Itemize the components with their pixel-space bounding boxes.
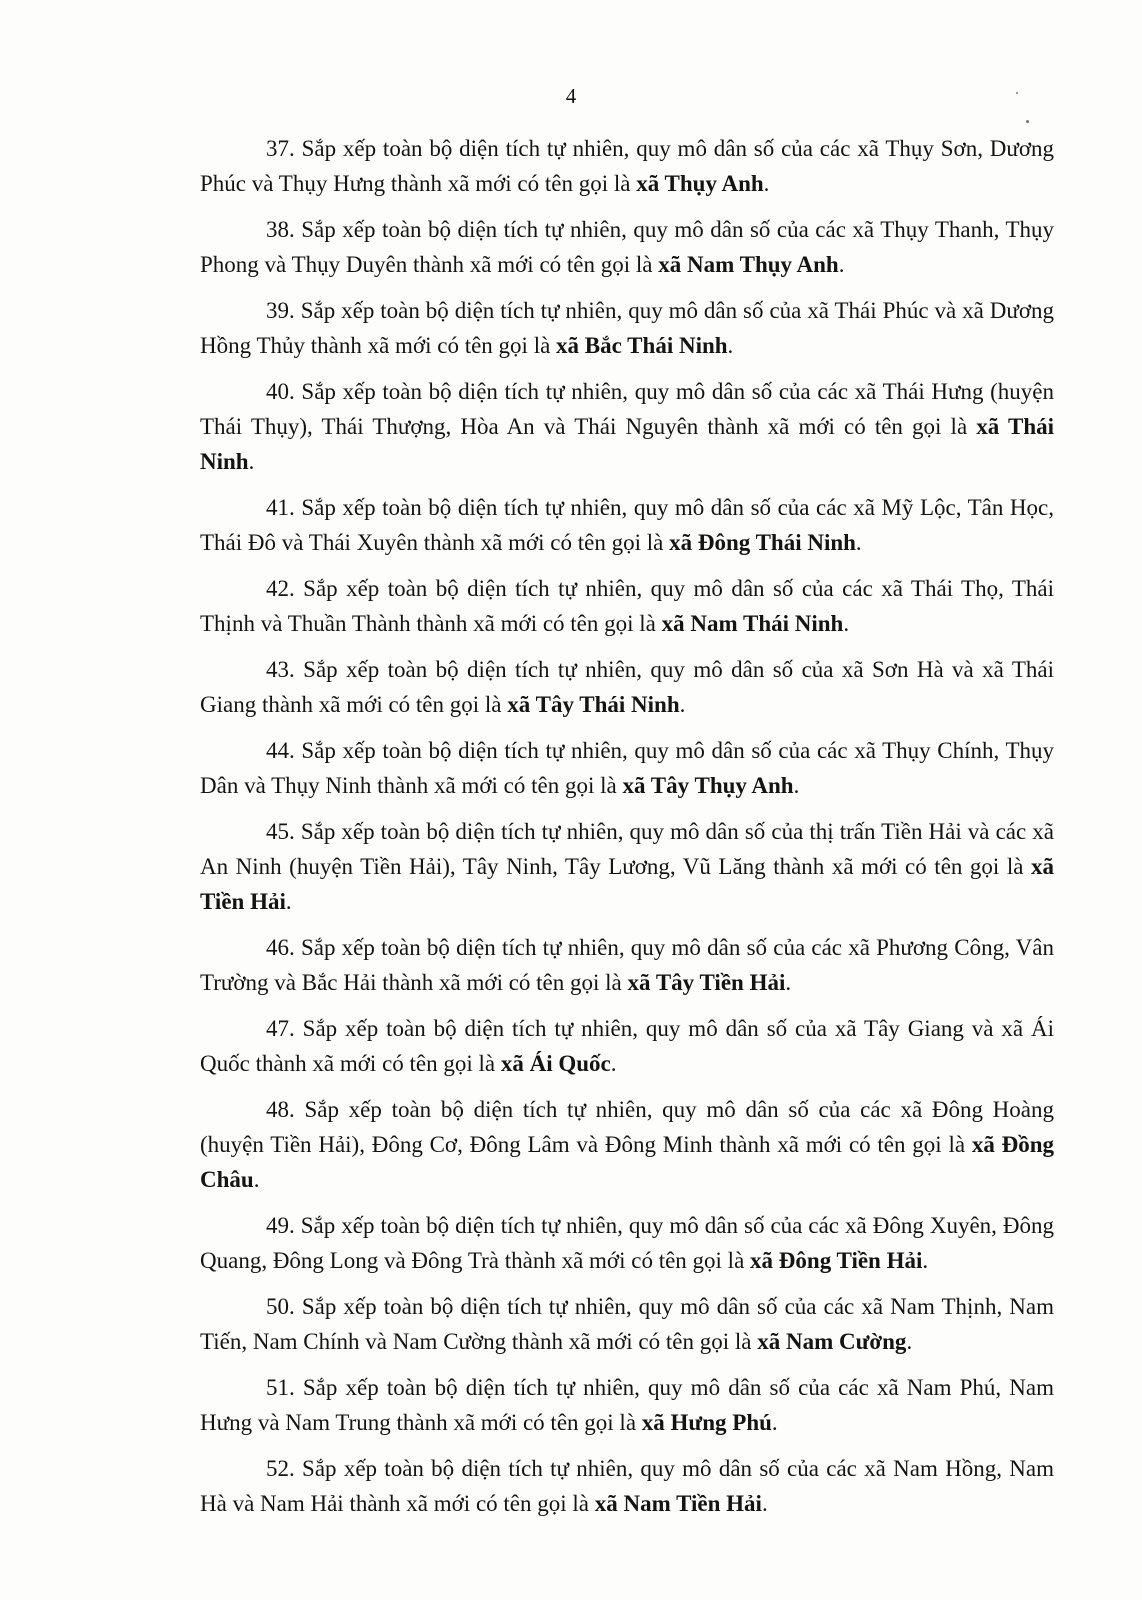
article-end: . [922, 1248, 929, 1273]
article-number: 51. [266, 1375, 295, 1400]
article-paragraph [200, 652, 1054, 722]
article-end: . [253, 1167, 260, 1192]
article-end: . [679, 692, 686, 717]
article-paragraph [200, 814, 1054, 919]
article-end: . [610, 1051, 617, 1076]
article-number: 38. [266, 217, 295, 242]
article-number: 46. [266, 935, 295, 960]
commune-name: xã Tây Thụy Anh [622, 773, 794, 798]
article-text: Sắp xếp toàn bộ diện tích tự nhiên, quy mô dân số của các xã Thụy Sơn, Dương Phúc và Thụy Hưng thành xã mới có tên gọi là [200, 136, 1054, 196]
article-end: . [838, 252, 845, 277]
commune-name: xã Tiền Hải [200, 854, 1054, 914]
article-number: 42. [266, 576, 295, 601]
article-text: Sắp xếp toàn bộ diện tích tự nhiên, quy mô dân số của các xã Nam Thịnh, Nam Tiến, Nam Chính và Nam Cường thành xã mới có tên gọi là [200, 1294, 1054, 1354]
commune-name: xã Đông Thái Ninh [669, 530, 856, 555]
article-number: 48. [266, 1097, 295, 1122]
article-number: 44. [266, 738, 295, 763]
commune-name: xã Thái Ninh [200, 414, 1055, 474]
commune-name: xã Đông Tiền Hải [750, 1248, 923, 1273]
article-paragraph [200, 374, 1054, 479]
article-text: Sắp xếp toàn bộ diện tích tự nhiên, quy mô dân số của xã Tây Giang và xã Ái Quốc thành xã mới có tên gọi là [200, 1016, 1055, 1076]
article-text: Sắp xếp toàn bộ diện tích tự nhiên, quy mô dân số của các xã Thái Hưng (huyện Thái Thụy), Thái Thượng, Hòa An và Thái Nguyên thành xã mới có tên gọi là [200, 379, 1055, 439]
article-paragraph [200, 293, 1054, 363]
article-paragraph [200, 1451, 1054, 1521]
article-paragraph [200, 490, 1054, 560]
article-end: . [285, 889, 292, 914]
article-number: 40. [266, 379, 295, 404]
commune-name: xã Đồng Châu [200, 1132, 1054, 1192]
article-paragraph [200, 1289, 1054, 1359]
commune-name: xã Tây Thái Ninh [507, 692, 680, 717]
commune-name: xã Nam Thái Ninh [661, 611, 844, 636]
commune-name: xã Hưng Phú [641, 1410, 772, 1435]
article-text: Sắp xếp toàn bộ diện tích tự nhiên, quy mô dân số của các xã Nam Phú, Nam Hưng và Nam Trung thành xã mới có tên gọi là [200, 1375, 1055, 1435]
article-paragraph [200, 1208, 1054, 1278]
article-paragraph [200, 571, 1054, 641]
article-end: . [793, 773, 800, 798]
article-number: 50. [266, 1294, 295, 1319]
commune-name: xã Thụy Anh [636, 171, 764, 196]
article-paragraph [200, 1011, 1054, 1081]
article-end: . [248, 449, 255, 474]
commune-name: xã Bắc Thái Ninh [556, 333, 728, 358]
article-text: Sắp xếp toàn bộ diện tích tự nhiên, quy mô dân số của các xã Đông Hoàng (huyện Tiền Hải), Đông Cơ, Đông Lâm và Đông Minh thành xã mới có tên gọi là [200, 1097, 1055, 1157]
commune-name: xã Nam Tiền Hải [594, 1491, 762, 1516]
article-end: . [763, 171, 770, 196]
article-end: . [785, 970, 792, 995]
article-paragraph [200, 733, 1054, 803]
article-paragraph [200, 212, 1054, 282]
article-end: . [761, 1491, 768, 1516]
commune-name: xã Tây Tiền Hải [627, 970, 786, 995]
article-text: Sắp xếp toàn bộ diện tích tự nhiên, quy mô dân số của các xã Thái Thọ, Thái Thịnh và Thuần Thành thành xã mới có tên gọi là [200, 576, 1055, 636]
article-end: . [855, 530, 862, 555]
article-end: . [843, 611, 850, 636]
article-number: 43. [266, 657, 295, 682]
article-text: Sắp xếp toàn bộ diện tích tự nhiên, quy mô dân số của các xã Mỹ Lộc, Tân Học, Thái Đô và Thái Xuyên thành xã mới có tên gọi là [200, 495, 1054, 555]
article-text: Sắp xếp toàn bộ diện tích tự nhiên, quy mô dân số của xã Thái Phúc và xã Dương Hồng Thủy thành xã mới có tên gọi là [200, 298, 1055, 358]
article-text: Sắp xếp toàn bộ diện tích tự nhiên, quy mô dân số của các xã Đông Xuyên, Đông Quang, Đông Long và Đông Trà thành xã mới có tên gọi là [200, 1213, 1055, 1273]
article-number: 37. [266, 136, 295, 161]
article-text: Sắp xếp toàn bộ diện tích tự nhiên, quy mô dân số của các xã Thụy Thanh, Thụy Phong và Thụy Duyên thành xã mới có tên gọi là [200, 217, 1054, 277]
article-end: . [906, 1329, 913, 1354]
commune-name: xã Nam Cường [757, 1329, 907, 1354]
article-text: Sắp xếp toàn bộ diện tích tự nhiên, quy mô dân số của các xã Thụy Chính, Thụy Dân và Thụy Ninh thành xã mới có tên gọi là [200, 738, 1055, 798]
article-paragraph [200, 1092, 1054, 1197]
article-number: 47. [266, 1016, 295, 1041]
article-number: 52. [266, 1456, 295, 1481]
article-number: 45. [266, 819, 295, 844]
scan-speck [1026, 120, 1029, 123]
article-text: Sắp xếp toàn bộ diện tích tự nhiên, quy mô dân số của xã Sơn Hà và xã Thái Giang thành xã mới có tên gọi là [200, 657, 1055, 717]
article-paragraph [200, 930, 1054, 1000]
article-text: Sắp xếp toàn bộ diện tích tự nhiên, quy mô dân số của các xã Phương Công, Vân Trường và Bắc Hải thành xã mới có tên gọi là [200, 935, 1054, 995]
article-end: . [727, 333, 734, 358]
commune-name: xã Ái Quốc [500, 1051, 611, 1076]
page-number: 4 [565, 84, 577, 108]
article-list [200, 131, 1054, 1532]
article-number: 39. [266, 298, 295, 323]
commune-name: xã Nam Thụy Anh [658, 252, 839, 277]
article-paragraph [200, 1370, 1054, 1440]
article-paragraph [200, 131, 1054, 201]
article-text: Sắp xếp toàn bộ diện tích tự nhiên, quy mô dân số của các xã Nam Hồng, Nam Hà và Nam Hải thành xã mới có tên gọi là [200, 1456, 1054, 1516]
article-number: 41. [266, 495, 295, 520]
article-number: 49. [266, 1213, 295, 1238]
article-text: Sắp xếp toàn bộ diện tích tự nhiên, quy mô dân số của thị trấn Tiền Hải và các xã An Ninh (huyện Tiền Hải), Tây Ninh, Tây Lương, Vũ Lăng thành xã mới có tên gọi là [200, 819, 1055, 879]
article-end: . [771, 1410, 778, 1435]
